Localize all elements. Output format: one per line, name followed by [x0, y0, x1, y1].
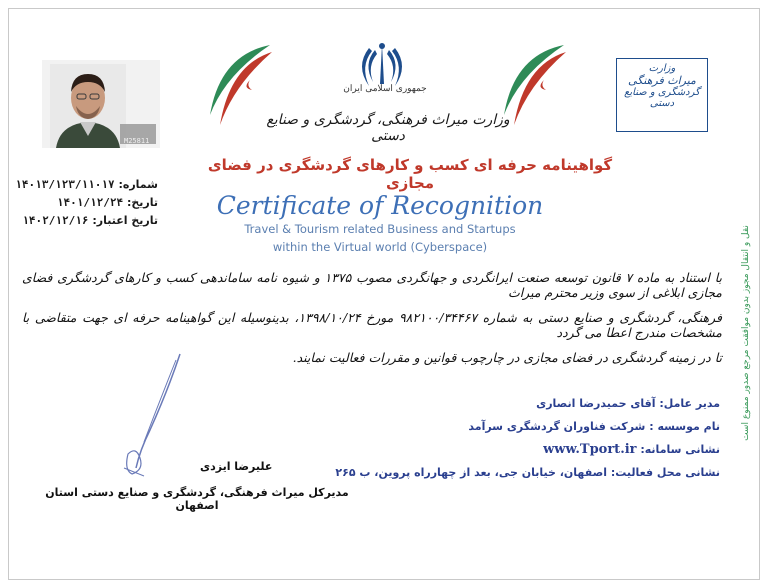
org-value: شرکت فناوران گردشگری سرآمد: [468, 420, 646, 433]
holder-photo: [42, 60, 160, 148]
site-label: نشانی سامانه:: [640, 443, 720, 456]
meta-number: [15, 178, 158, 191]
detail-organization: [468, 420, 720, 433]
body-line-1: با استناد به ماده ۷ قانون توسعه صنعت ایرانگردی و جهانگردی مصوب ۱۳۷۵ و شیوه نامه ساماندهی کسب و کارهای گردشگری فضای مجازی ابلاغی از سوی وزیر محترم میراث: [22, 270, 722, 300]
signer-name: علیرضا ایزدی: [200, 460, 273, 473]
certificate-title-en: Certificate of Recognition: [216, 191, 544, 220]
date-value: ۱۴۰۱/۱۲/۲۴: [56, 196, 124, 209]
ministry-logo: [616, 58, 708, 132]
date-label: تاریخ:: [126, 196, 158, 209]
signer-title: مدیرکل میراث فرهنگی، گردشگری و صنایع دستی استان اصفهان: [45, 486, 349, 512]
meta-validity: [22, 214, 158, 227]
body-line-2: فرهنگی، گردشگری و صنایع دستی به شماره ۹۸۲۱۰۰/۳۴۴۶۷ مورخ ۱۳۹۸/۱۰/۲۴، بدینوسیله این گواهینامه حرفه ای جهت متقاضی با مشخصات مندرج اعطا می گردد: [22, 310, 723, 340]
validity-label: تاریخ اعتبار:: [92, 214, 158, 227]
manager-value: آقای حمیدرضا انصاری: [536, 397, 656, 410]
address-value: اصفهان، خیابان جی، بعد از چهارراه پروین، ب ۲۶۵: [335, 466, 608, 479]
photo-code: M25811: [124, 137, 150, 145]
ministry-name: وزارت میراث فرهنگی، گردشگری و صنایع دستی: [266, 112, 510, 144]
portrait-image: [50, 64, 126, 148]
body-line-3: تا در زمینه گردشگری در فضای مجازی در چارچوب قوانین و مقررات فعالیت نمایند.: [292, 350, 722, 365]
number-label: شماره:: [118, 178, 158, 191]
number-value: ۱۴۰۱۳/۱۲۳/۱۱۰۱۷: [15, 178, 115, 191]
address-label: نشانی محل فعالیت:: [610, 466, 720, 479]
org-label: نام موسسه :: [649, 420, 720, 433]
logo-line-2: میراث فرهنگی: [628, 74, 696, 87]
logo-line-1: وزارت: [648, 63, 676, 74]
validity-value: ۱۴۰۲/۱۲/۱۶: [22, 214, 89, 227]
republic-label: جمهوری اسلامی ایران: [343, 84, 427, 94]
certificate-subtitle-1: Travel & Tourism related Business and Startups: [244, 222, 516, 236]
side-note: [731, 198, 761, 468]
detail-manager: [536, 397, 720, 410]
certificate-title-fa: گواهینامه حرفه ای کسب و کارهای گردشگری در فضای مجازی: [207, 156, 613, 192]
logo-line-3: گردشگری و صنایع دستی: [624, 87, 700, 109]
signature-image: [110, 350, 200, 480]
site-value: www.Tport.ir: [543, 442, 637, 457]
side-note-text: نقل و انتقال مجوز بدون موافقت مرجع صدور ممنوع است: [741, 225, 751, 441]
manager-label: مدیر عامل:: [659, 397, 720, 410]
certificate-subtitle-2: within the Virtual world (Cyberspace): [272, 240, 488, 254]
meta-date: [57, 196, 158, 209]
detail-address: [335, 466, 720, 479]
detail-website: [543, 442, 720, 457]
